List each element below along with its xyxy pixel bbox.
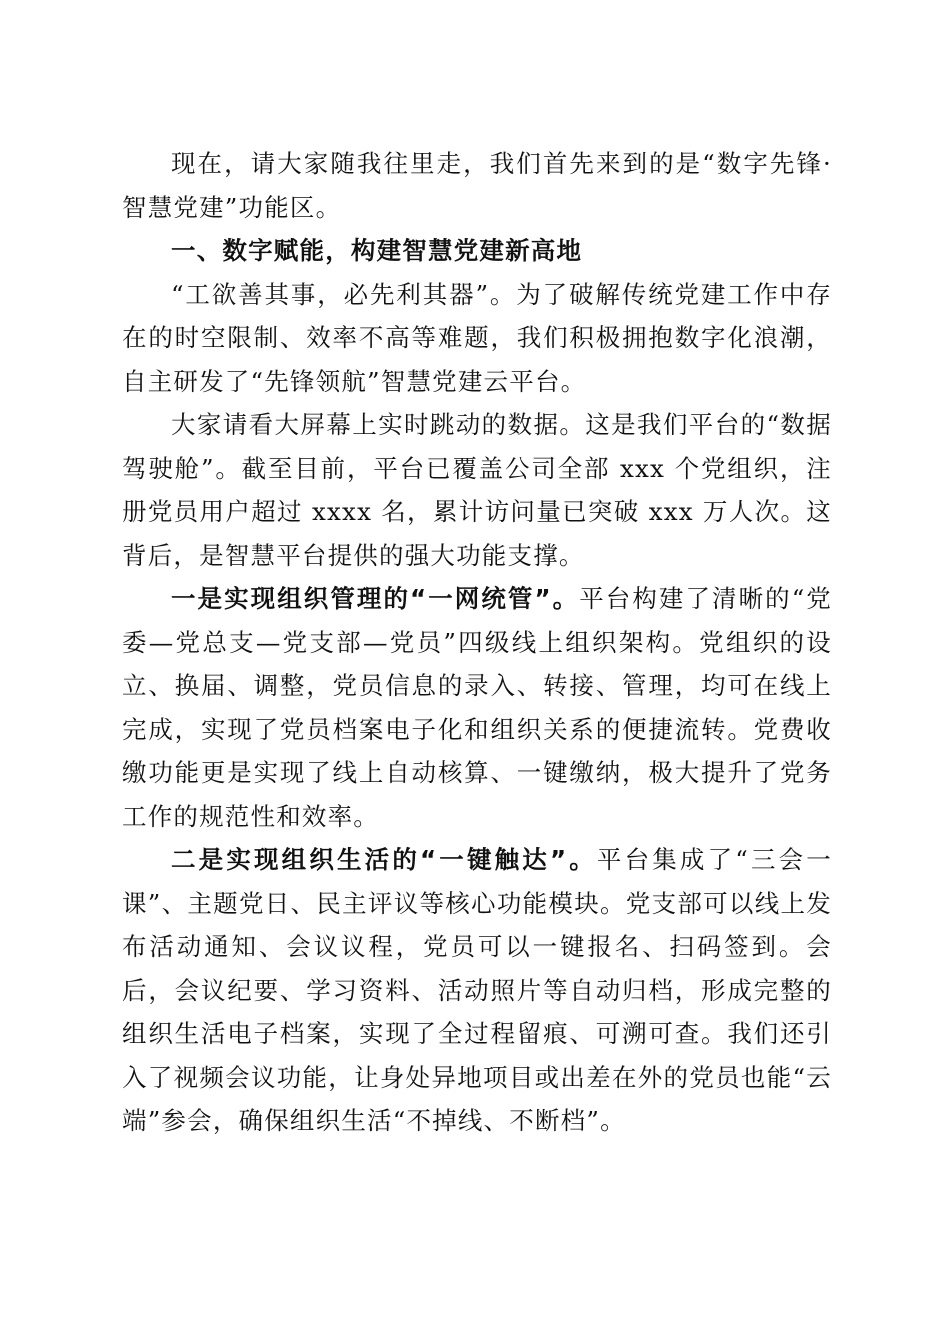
paragraph-3-lead: 一是实现组织管理的“一网统管”。 <box>171 584 580 613</box>
paragraph-4-lead: 二是实现组织生活的“一键触达”。 <box>171 845 597 874</box>
paragraph-1: “工欲善其事，必先利其器”。为了破解传统党建工作中存在的时空限制、效率不高等难题，我们积极拥抱数字化浪潮，自主研发了“先锋领航”智慧党建云平台。 <box>122 279 832 396</box>
paragraph-4-body: 平台集成了“三会一课”、主题党日、民主评议等核心功能模块。党支部可以线上发布活动通知、会议议程，党员可以一键报名、扫码签到。会后，会议纪要、学习资料、活动照片等自动归档，形成完整的组织生活电子档案，实现了全过程留痕、可溯可查。我们还引入了视频会议功能，让身处异地项目或出差在外的党员也能“云端”参会，确保组织生活“不掉线、不断档”。 <box>122 845 833 1135</box>
section-heading: 一、数字赋能，构建智慧党建新高地 <box>171 236 583 265</box>
document-body <box>122 142 832 1143</box>
paragraph-3-body: 平台构建了清晰的“党委—党总支—党支部—党员”四级线上组织架构。党组织的设立、换届、调整，党员信息的录入、转接、管理，均可在线上完成，实现了党员档案电子化和组织关系的便捷流转。党费收缴功能更是实现了线上自动核算、一键缴纳，极大提升了党务工作的规范性和效率。 <box>122 584 832 831</box>
paragraph-2: 大家请看大屏幕上实时跳动的数据。这是我们平台的“数据驾驶舱”。截至目前，平台已覆盖公司全部 xxx 个党组织，注册党员用户超过 xxxx 名，累计访问量已突破 xxx 万人次。这背后，是智慧平台提供的强大功能支撑。 <box>122 410 832 570</box>
paragraph-4 <box>122 838 832 1143</box>
paragraph-3 <box>122 577 832 838</box>
intro-paragraph: 现在，请大家随我往里走，我们首先来到的是“数字先锋·智慧党建”功能区。 <box>122 149 832 222</box>
